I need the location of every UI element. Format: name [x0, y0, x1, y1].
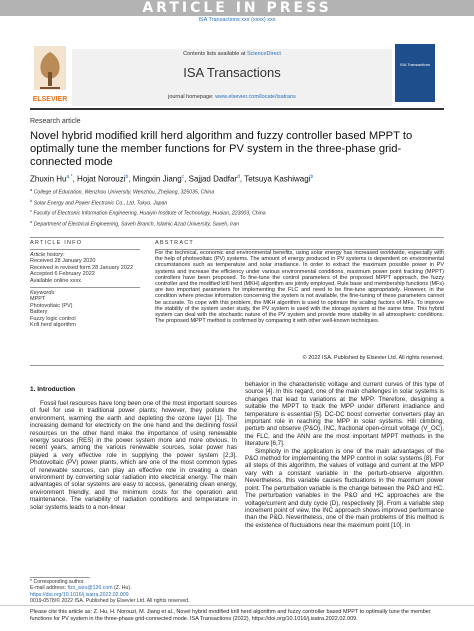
author: Hojat Norouzi [77, 174, 126, 184]
keyword: MPPT [30, 296, 46, 303]
journal-homepage: journal homepage: www.elsevier.com/locate/isatrans [168, 94, 296, 100]
author-list: Zhuxin $Hu^{a,*}$, Hojat Norouzi$^b$, Mingxin Jiang$^c$, Sajjad Dadfar$^d$, Tetsuya Kashiwagi$^b$ [30, 174, 314, 184]
email-link[interactable]: fizx_wzu@126.com [67, 585, 113, 592]
author: Zhuxin Hu [30, 174, 67, 184]
journal-cover-image [395, 44, 435, 102]
footnotes [30, 579, 240, 604]
affiliation: $^c$ Faculty of Electronic Information Engineering, Huaiyin Institute of Technology, Huaian, 223003, China [30, 208, 266, 218]
introduction-heading: 1. Introduction [30, 386, 76, 393]
citation-notice: Please cite this article as: Z. Hu, H. Norouzi, M. Jiang et al., Novel hybrid modified krill herd algorithm and fuzzy controller based MPPT to optimally tune the member functions for PV system in the three-phase grid-connected mode. ISA Transactions (2022), https://doi.org/10.1016/j.isatra.2022.02.009. [0, 605, 474, 631]
abstract-bottom-rule [30, 365, 444, 366]
info-rule [30, 249, 140, 250]
affiliation: $^a$ College of Education, Wenzhou University, Wenzhou, Zhejiang, 325035, China [30, 187, 215, 196]
article-type: Research article [30, 118, 81, 125]
homepage-link[interactable]: www.elsevier.com/locate/isatrans [215, 94, 296, 100]
affiliation: $^d$ Department of Electrical Engineering, Saveh Branch, Islamic Azad University, Saveh, Iran [30, 219, 239, 228]
cover-title: ISA Transactions [399, 62, 430, 67]
info-rule [30, 287, 140, 288]
email-line: E-mail address: fizx_wzu@126.com (Z. Hu). [30, 585, 132, 592]
issn-line: 0019-0578/© 2022 ISA. Published by Elsevier Ltd. All rights reserved. [30, 597, 190, 604]
article-in-press-banner: ARTICLE IN PRESS [0, 0, 474, 16]
article-info-heading: ARTICLE INFO [30, 240, 83, 246]
journal-name: ISA Transactions [183, 65, 281, 80]
journal-issue-line: ISA Transactions xxx (xxxx) xxx [198, 17, 276, 23]
keyword: Krill herd algorithm [30, 322, 76, 329]
abstract-copyright: © 2022 ISA. Published by Elsevier Ltd. All rights reserved. [302, 355, 444, 361]
article-title: Novel hybrid modified krill herd algorithm and fuzzy controller based MPPT to optimally tune the member functions for PV system in the three-phase grid-connected mode [30, 130, 413, 168]
affiliation: $^b$ Solar Energy and Power Electronic Co., Ltd, Tokyo, Japan [30, 197, 168, 207]
author: Sajjad Dadfar [188, 174, 238, 184]
abstract-text: For the technical, economic and environmental benefits, using solar energy has increased worldwide, especially with the help of photovoltaic (PV) systems. The amount of energy produced in PV systems is dependent on environmental circumstances such as temperature and solar irradiance. In order to extract the maximum possible power in PV systems and increase the efficiency under various environmental conditions, maximum power point tracking (MPPT) controllers have been proposed. To fine-tune the control parameters of the proposed MPPT approach, the fuzzy controller and the modified krill herd (MKH) algorithm are jointly employed. Rule base and membership functions (MFs) are two important parameters for implementing the FLC and need to be fine-tune appropriately. However, in the condition where precise information concerning the system is not available, the fine-tuning of these parameters cannot be accurate. To cope with this problem, the MKH algorithm is used to optimize the scaling factors of MFs. To improve the stability of the system under study, the PV system is used with the storage system at the same time. This hybrid system can deal with the stochastic nature of the PV system and provide more stability in all atmospheric conditions. The proposed MPPT method is confirmed by comparing it with other well-known techniques. [155, 250, 444, 325]
sciencedirect-link[interactable]: ScienceDirect [246, 51, 281, 57]
contents-line: Contents lists available at ScienceDirect [183, 51, 281, 57]
paragraph: behavior in the characteristic voltage and current curves of this type of source [4]. In this regard, one of the main challenges in solar systems is changes that lead to variations at the MPP. Therefore, designing a suitable the MPPT to track the MPP under different irradiance and temperature is essential [5]. DC-DC boost converter converters play an important role in reaching the MPP in solar systems. Hill climbing, perturb and observe (P&O), INC, fractional open-circuit voltage (V_OC), the FLC, and the ANN are the most important MPPT methods in the literature [6,7]. [245, 381, 444, 448]
paragraph: Fossil fuel resources have long been one of the most important sources of fuel for use in traditional power plants; however, they pollute the environment, warming the earth and depleting the ozone layer [1]. The increasing demand for electricity on the one hand and the declining fossil resources on the other hand make the importance of using renewable energy sources (RES) in the power system more and more obvious. In recent years, among the various renewable sources, solar power has played a very effective role in supplying the power system [2,3]. Photovoltaic (PV) power plants, which are one of the most common types of renewable sources, can play an effective role in creating a clean environment by converting solar radiation into electrical energy. The main advantages of solar systems are easy to access, generating clean energy, environment friendly, and the minimum costs for the operation and maintenance. The variability of radiation conditions and temperature in solar systems leads to a non-linear [30, 400, 237, 511]
keyword: Fuzzy logic control [30, 315, 76, 322]
doi-link[interactable]: https://doi.org/10.1016/j.isatra.2022.02.009 [30, 591, 129, 598]
header-rule [30, 108, 444, 110]
author: Mingxin Jiang [132, 174, 182, 184]
affiliations [30, 186, 444, 229]
journal-header [30, 44, 444, 106]
keyword: Photovoltaic (PV) [30, 302, 73, 309]
corresponding-author-note: * Corresponding author. [30, 579, 85, 585]
elsevier-logo: ELSEVIER [30, 44, 70, 106]
keyword: Battery [30, 309, 48, 316]
section-rule [30, 237, 444, 238]
right-column [245, 381, 444, 529]
article-history: Article history: Received 28 January 2020 Received in revised form 28 January 2022 Accepted 6 February 2022 Available online xxxx [30, 252, 134, 284]
left-column [30, 400, 237, 511]
paragraph: Simplicity in the application is one of the main advantages of the P&O method for implementing the MPP control in solar systems [8]. For all steps of this algorithm, the values of voltage and current at the MPP vary with a constant variable in the perturb-observe algorithm. Nevertheless, this variable causes fluctuations in the maximum power point. The perturbation variable is the change between the P&O and HC. The perturbation variables in the P&O and HC approaches are the voltage/current and duty cycle (D), respectively [9]. From a variable step increment point of view, the INC approach shows improved performance than the P&O. Nevertheless, one of the main problems of this method is the existence of fluctuations near the maximum point [10]. In [245, 447, 444, 529]
keywords: Keywords: MPPT Photovoltaic (PV) Battery Fuzzy logic control Krill herd algorithm [30, 290, 140, 328]
abstract-heading: ABSTRACT [155, 240, 194, 246]
footnote-rule [30, 577, 90, 578]
author: Tetsuya Kashiwagi [244, 174, 311, 184]
